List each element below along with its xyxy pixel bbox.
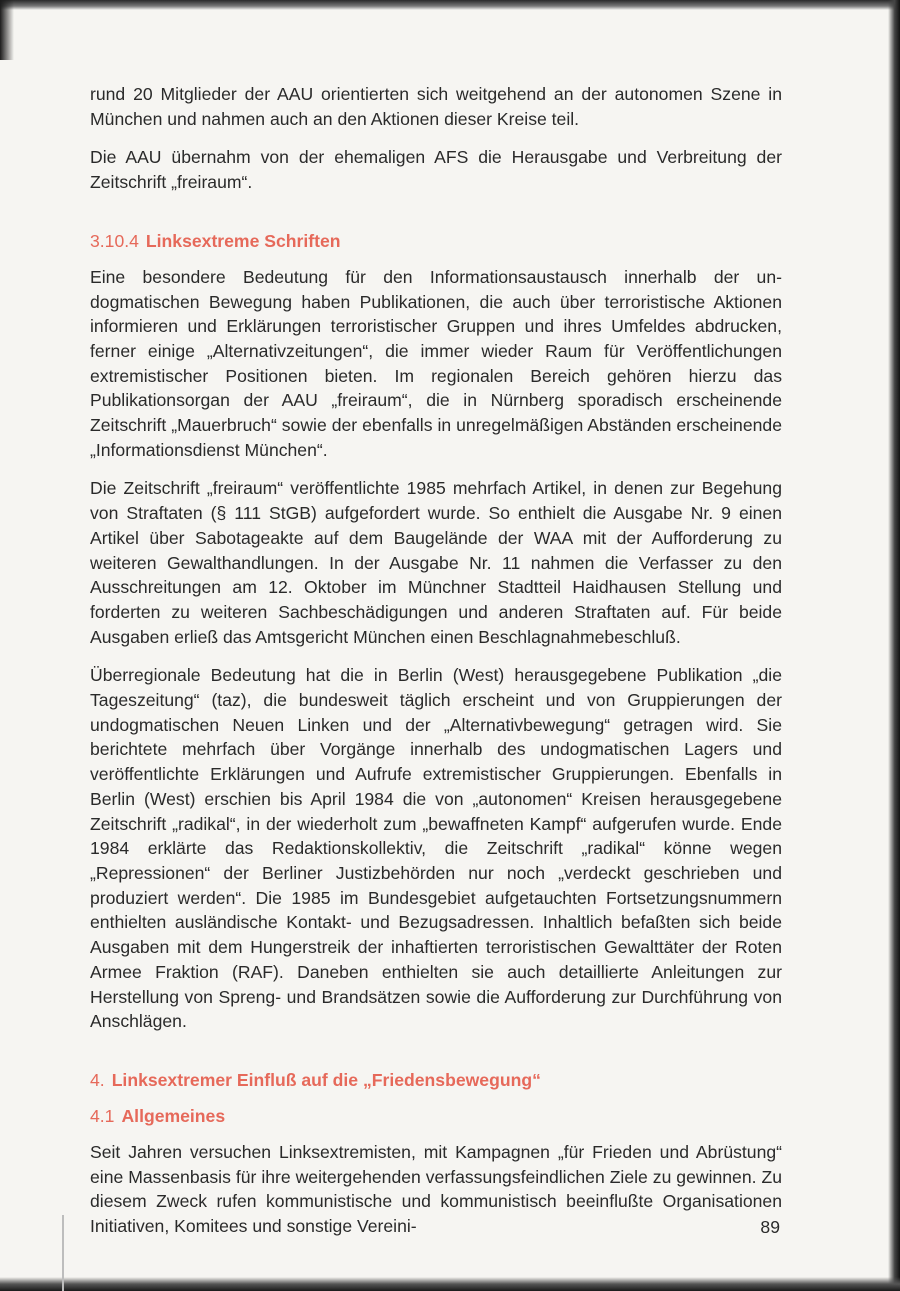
intro-paragraph-2: Die AAU übernahm von der ehemaligen AFS die Herausgabe und Verbreitung der Zeitschrift „freiraum“. <box>90 147 782 193</box>
page-content <box>90 82 782 1253</box>
section-4-heading <box>90 1068 782 1092</box>
section-4-1-heading <box>90 1104 782 1128</box>
section-number: 4. <box>90 1069 105 1090</box>
section-number: 3.10.4 <box>90 230 139 251</box>
section-number: 4.1 <box>90 1105 115 1126</box>
section-title: Linksextremer Einfluß auf die „Friedensbewegung“ <box>111 1069 541 1090</box>
intro-paragraph-1: rund 20 Mitglieder der AAU orientierten sich weitgehend an der autonomen Szene in München und nahmen auch an den Aktionen dieser Kreise teil. <box>90 84 782 129</box>
scan-gutter-line <box>62 1215 64 1291</box>
section-4-1-paragraph-1: Seit Jahren versuchen Linksextremisten, mit Kampagnen „für Frieden und Abrüstung“ eine Massenbasis für ihre weitergehenden verfassungsfeindlichen Ziele zu gewinnen. Zu diesem Zweck rufen kommunistische und kommunistisch beeinflußte Organisationen Initiativen, Komitees und sonstige Vereini- <box>90 1141 782 1237</box>
section-title: Linksextreme Schriften <box>145 230 341 251</box>
scan-edge-right <box>888 0 900 1291</box>
section-3-10-4-heading <box>90 229 782 253</box>
page-number: 89 <box>760 1217 780 1237</box>
section-3-10-4-paragraph-1: Eine besondere Bedeutung für den Informationsaustausch innerhalb der undogmatischen Bewegung haben Publikationen, die auch über terroristische Aktionen informieren und Erklärungen terroristischer Gruppen und ihres Umfeldes abdrucken, ferner einige „Alternativzeitungen“, die immer wieder Raum für Veröffentlichungen extremistischer Positionen bieten. Im regionalen Bereich gehören hierzu das Publikationsorgan der AAU „freiraum“, die in Nürnberg sporadisch erscheinende Zeitschrift „Mauerbruch“ sowie der ebenfalls in unregelmäßigen Abständen erscheinende „Informationsdienst München“. <box>90 266 782 460</box>
scan-edge-top <box>0 0 900 10</box>
section-3-10-4-paragraph-3: Überregionale Bedeutung hat die in Berlin (West) herausgegebene Publikation „die Tageszeitung“ (taz), die bundesweit täglich erscheint und von Gruppierungen der undogmatischen Neuen Linken und der „Alternativbewegung“ getragen wird. Sie berichtete mehrfach über Vorgänge innerhalb des undogmatischen Lagers und veröffentlichte Erklärungen und Aufrufe extremistischer Gruppierungen. Ebenfalls in Berlin (West) erschien bis April 1984 die von „autonomen“ Kreisen herausgegebene Zeitschrift „radikal“, in der wiederholt zum „bewaffneten Kampf“ aufgerufen wurde. Ende 1984 erklärte das Redaktionskollektiv, die Zeitschrift „radikal“ könne wegen „Repressionen“ der Berliner Justizbehörden nur noch „verdeckt geschrieben und produziert werden“. Die 1985 im Bundesgebiet aufgetauchten Fortsetzungsnummern enthielten ausländische Kontakt- und Bezugsadressen. Inhaltlich befaßten sich beide Ausgaben mit dem Hungerstreik der inhaftierten terroristischen Gewalttäter der Roten Armee Fraktion (RAF). Daneben enthielten sie auch detaillierte Anleitungen zur Herstellung von Spreng- und Brandsätzen sowie die Aufforderung zur Durchführung von Anschlägen. <box>90 665 782 1032</box>
section-title: Allgemeines <box>121 1105 226 1126</box>
scan-edge-left <box>0 0 14 60</box>
scan-edge-bottom <box>0 1277 900 1291</box>
section-3-10-4-paragraph-2: Die Zeitschrift „freiraum“ veröffentlichte 1985 mehrfach Artikel, in denen zur Begehung von Straftaten (§ 111 StGB) aufgefordert wurde. So enthielt die Ausgabe Nr. 9 einen Artikel über Sabotageakte auf dem Baugelände der WAA mit der Aufforderung zu weiteren Gewalthandlungen. In der Ausgabe Nr. 11 nahmen die Verfasser zu den Ausschreitungen am 12. Oktober im Münchner Stadtteil Haidhausen Stellung und forderten zu weiteren Sachbeschädigungen und anderen Straftaten auf. Für beide Ausgaben erließ das Amtsgericht München einen Beschlagnahmebeschluß. <box>90 478 782 647</box>
